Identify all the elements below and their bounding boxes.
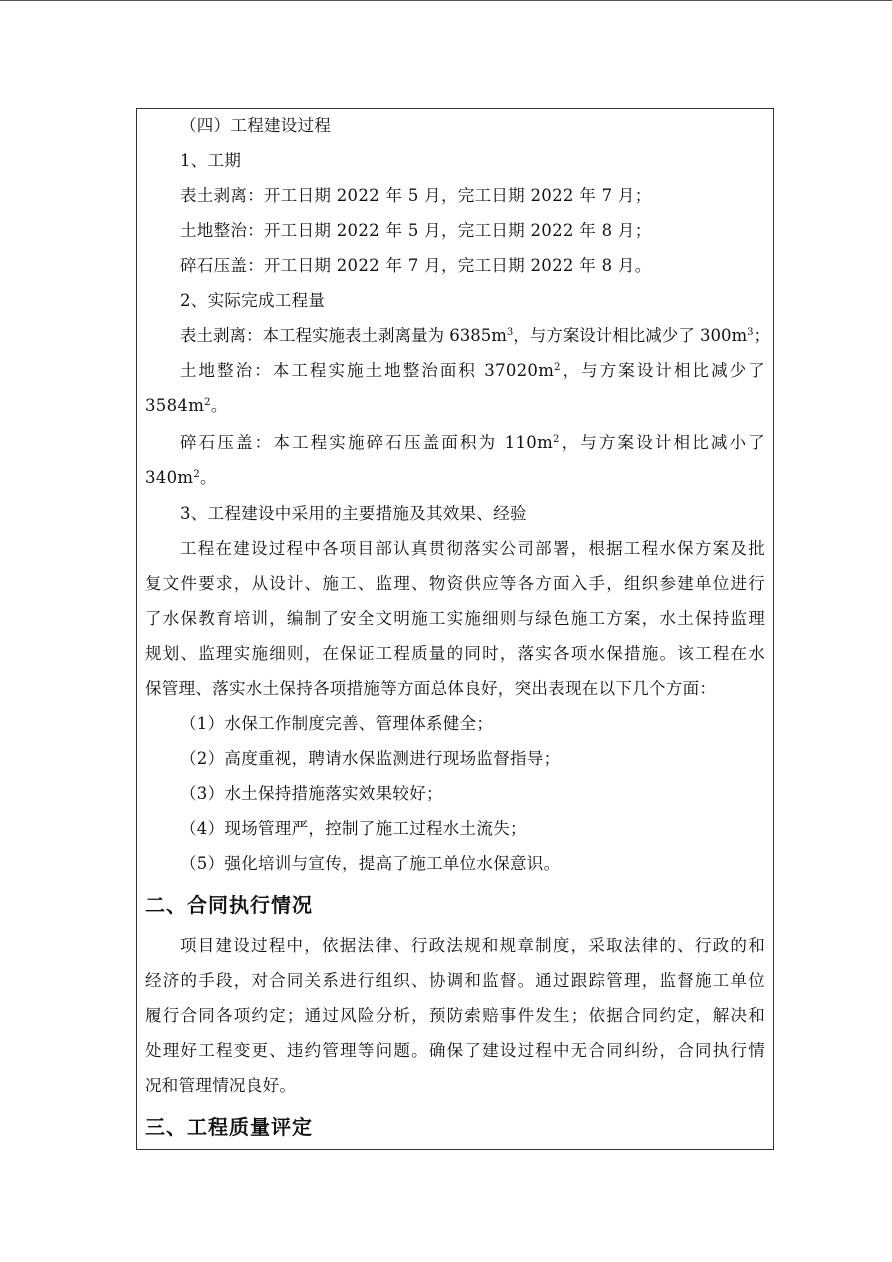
contract-para-line: 处理好工程变更、违约管理等问题。确保了建设过程中无合同纠纷，合同执行情	[145, 1041, 765, 1060]
period-line: 土地整治：开工日期 2022 年 5 月，完工日期 2022 年 8 月；	[180, 221, 652, 240]
contract-heading: 二、合同执行情况	[145, 893, 313, 917]
measures-para-line: 工程在建设过程中各项目部认真贯彻落实公司部署，根据工程水保方案及批	[180, 539, 765, 558]
quantity-line-gravel: 碎石压盖：本工程实施碎石压盖面积为 $110m^2$，与方案设计相比减小了	[180, 433, 765, 452]
measures-para-line: 了水保教育培训，编制了安全文明施工实施细则与绿色施工方案，水土保持监理	[145, 609, 765, 628]
measures-list-item: （4）现场管理严，控制了施工过程水土流失；	[180, 819, 527, 838]
section-title: （四）工程建设过程	[180, 116, 332, 135]
contract-para-line: 经济的手段，对合同关系进行组织、协调和监督。通过跟踪管理，监督施工单位	[145, 971, 765, 990]
period-title: 1、工期	[180, 151, 242, 170]
quantity-line-land-cont: $3584m^2$。	[145, 396, 228, 415]
measures-para-line: 复文件要求，从设计、施工、监理、物资供应等各方面入手，组织参建单位进行	[145, 574, 765, 593]
period-line: 表土剥离：开工日期 2022 年 5 月，完工日期 2022 年 7 月；	[180, 186, 652, 205]
measures-para-line: 规划、监理实施细则，在保证工程质量的同时，落实各项水保措施。该工程在水	[145, 644, 765, 663]
contract-para-line: 履行合同各项约定；通过风险分析，预防索赔事件发生；依据合同约定，解决和	[145, 1006, 765, 1025]
measures-list-item: （1）水保工作制度完善、管理体系健全；	[180, 714, 494, 733]
quantity-title: 2、实际完成工程量	[180, 291, 326, 310]
quantity-line-topsoil: 表土剥离：本工程实施表土剥离量为 $6385m^3$，与方案设计相比减少了 $300m^3$；	[180, 326, 771, 345]
contract-para-line: 况和管理情况良好。	[145, 1076, 297, 1095]
page-top-rule	[0, 0, 892, 1]
measures-list-item: （5）强化培训与宣传，提高了施工单位水保意识。	[180, 854, 561, 873]
measures-list-item: （2）高度重视，聘请水保监测进行现场监督指导；	[180, 749, 561, 768]
measures-title: 3、工程建设中采用的主要措施及其效果、经验	[180, 504, 527, 523]
measures-list-item: （3）水土保持措施落实效果较好；	[180, 784, 443, 803]
quantity-line-land: 土地整治：本工程实施土地整治面积 $37020m^2$，与方案设计相比减少了	[180, 361, 765, 380]
period-line: 碎石压盖：开工日期 2022 年 7 月，完工日期 2022 年 8 月。	[180, 256, 652, 275]
quantity-line-gravel-cont: $340m^2$。	[145, 468, 217, 487]
quality-heading: 三、工程质量评定	[145, 1115, 313, 1139]
contract-para-line: 项目建设过程中，依据法律、行政法规和规章制度，采取法律的、行政的和	[180, 936, 765, 955]
measures-para-line: 保管理、落实水土保持各项措施等方面总体良好，突出表现在以下几个方面：	[145, 679, 717, 698]
